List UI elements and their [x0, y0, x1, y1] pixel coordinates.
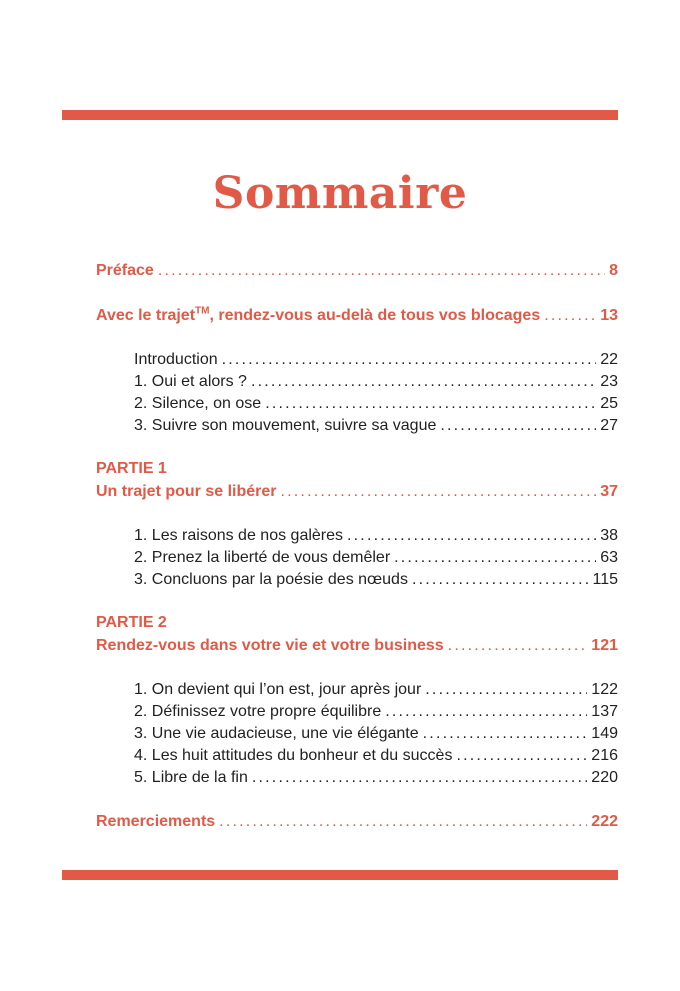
toc-entry-introduction[interactable]	[134, 349, 618, 371]
leader-dots	[252, 767, 587, 789]
leader-dots	[251, 371, 596, 393]
toc-entry-preface[interactable]	[96, 260, 618, 282]
toc-entry-label: Introduction	[134, 351, 218, 368]
toc-entry-les-raisons[interactable]	[134, 525, 618, 547]
toc-entry-concluons[interactable]	[134, 569, 618, 591]
toc-entry-label: Préface	[96, 262, 154, 279]
leader-dots	[222, 349, 597, 371]
leader-dots	[219, 811, 587, 833]
toc-entry-page: 38	[600, 527, 618, 544]
toc-entry-part-1[interactable]	[96, 481, 618, 503]
toc-entry-page: 8	[609, 262, 618, 279]
leader-dots	[456, 745, 587, 767]
toc-entry-label: Un trajet pour se libérer	[96, 483, 277, 500]
page-title: Sommaire	[212, 168, 468, 219]
toc-entry-page: 149	[591, 725, 618, 742]
toc-entry-label: Remerciements	[96, 813, 216, 830]
leader-dots	[347, 525, 596, 547]
toc-entry-on-devient[interactable]	[134, 679, 618, 701]
leader-dots	[544, 305, 596, 327]
leader-dots	[412, 569, 589, 591]
toc-entry-page: 22	[600, 351, 618, 368]
leader-dots	[423, 723, 588, 745]
toc-entry-label: 1. Oui et alors ?	[134, 373, 247, 390]
toc-entry-page: 25	[600, 395, 618, 412]
label-part: Avec le trajet	[96, 307, 196, 324]
part-1-heading: PARTIE 1	[96, 460, 167, 477]
toc-entry-page: 137	[591, 703, 618, 720]
bottom-rule	[62, 870, 618, 880]
toc-entry-label: 2. Silence, on ose	[134, 395, 262, 412]
toc-entry-page: 27	[600, 417, 618, 434]
toc-entry-huit-attitudes[interactable]	[134, 745, 618, 767]
toc-entry-label: 3. Une vie audacieuse, une vie élégante	[134, 725, 419, 742]
leader-dots	[448, 635, 588, 657]
leader-dots	[425, 679, 587, 701]
toc-entry-suivre-son-mouvement[interactable]	[134, 415, 618, 437]
toc-entry-avec[interactable]	[96, 305, 618, 327]
trademark: TM	[195, 305, 210, 317]
leader-dots	[440, 415, 596, 437]
toc-entry-prenez-la-liberte[interactable]	[134, 547, 618, 569]
toc-entry-page: 216	[591, 747, 618, 764]
toc-entry-definissez[interactable]	[134, 701, 618, 723]
toc-entry-silence-on-ose[interactable]	[134, 393, 618, 415]
toc-entry-une-vie-audacieuse[interactable]	[134, 723, 618, 745]
toc-entry-label: 5. Libre de la fin	[134, 769, 248, 786]
toc-entry-page: 222	[591, 813, 618, 830]
toc-entry-page: 63	[600, 549, 618, 566]
toc-entry-oui-et-alors[interactable]	[134, 371, 618, 393]
toc-entry-label: 3. Suivre son mouvement, suivre sa vague	[134, 417, 437, 434]
leader-dots	[265, 393, 596, 415]
label-part: , rendez-vous au-delà de tous vos blocages	[209, 307, 541, 324]
leader-dots	[394, 547, 596, 569]
toc-entry-page: 37	[600, 483, 618, 500]
toc-entry-page: 220	[591, 769, 618, 786]
toc-entry-label: 2. Définissez votre propre équilibre	[134, 703, 382, 720]
toc-entry-label: 4. Les huit attitudes du bonheur et du succès	[134, 747, 453, 764]
toc-entry-page: 23	[600, 373, 618, 390]
toc-entry-page: 122	[591, 681, 618, 698]
toc-entry-label: 2. Prenez la liberté de vous demêler	[134, 549, 391, 566]
toc-entry-part-2[interactable]	[96, 635, 618, 657]
toc-entry-label	[96, 305, 540, 327]
leader-dots	[281, 481, 597, 503]
leader-dots	[158, 260, 605, 282]
toc-entry-libre-de-la-fin[interactable]	[134, 767, 618, 789]
toc-entry-remerciements[interactable]	[96, 811, 618, 833]
toc-entry-page: 115	[592, 571, 618, 588]
top-rule	[62, 110, 618, 120]
toc-entry-label: 1. Les raisons de nos galères	[134, 527, 344, 544]
toc-entry-label: 1. On devient qui l’on est, jour après jour	[134, 681, 422, 698]
leader-dots	[385, 701, 587, 723]
toc-entry-label: Rendez-vous dans votre vie et votre business	[96, 637, 444, 654]
part-2-heading: PARTIE 2	[96, 614, 167, 631]
toc-entry-label: 3. Concluons par la poésie des nœuds	[134, 571, 408, 588]
toc-entry-page: 13	[600, 307, 618, 324]
toc-entry-page: 121	[591, 637, 618, 654]
